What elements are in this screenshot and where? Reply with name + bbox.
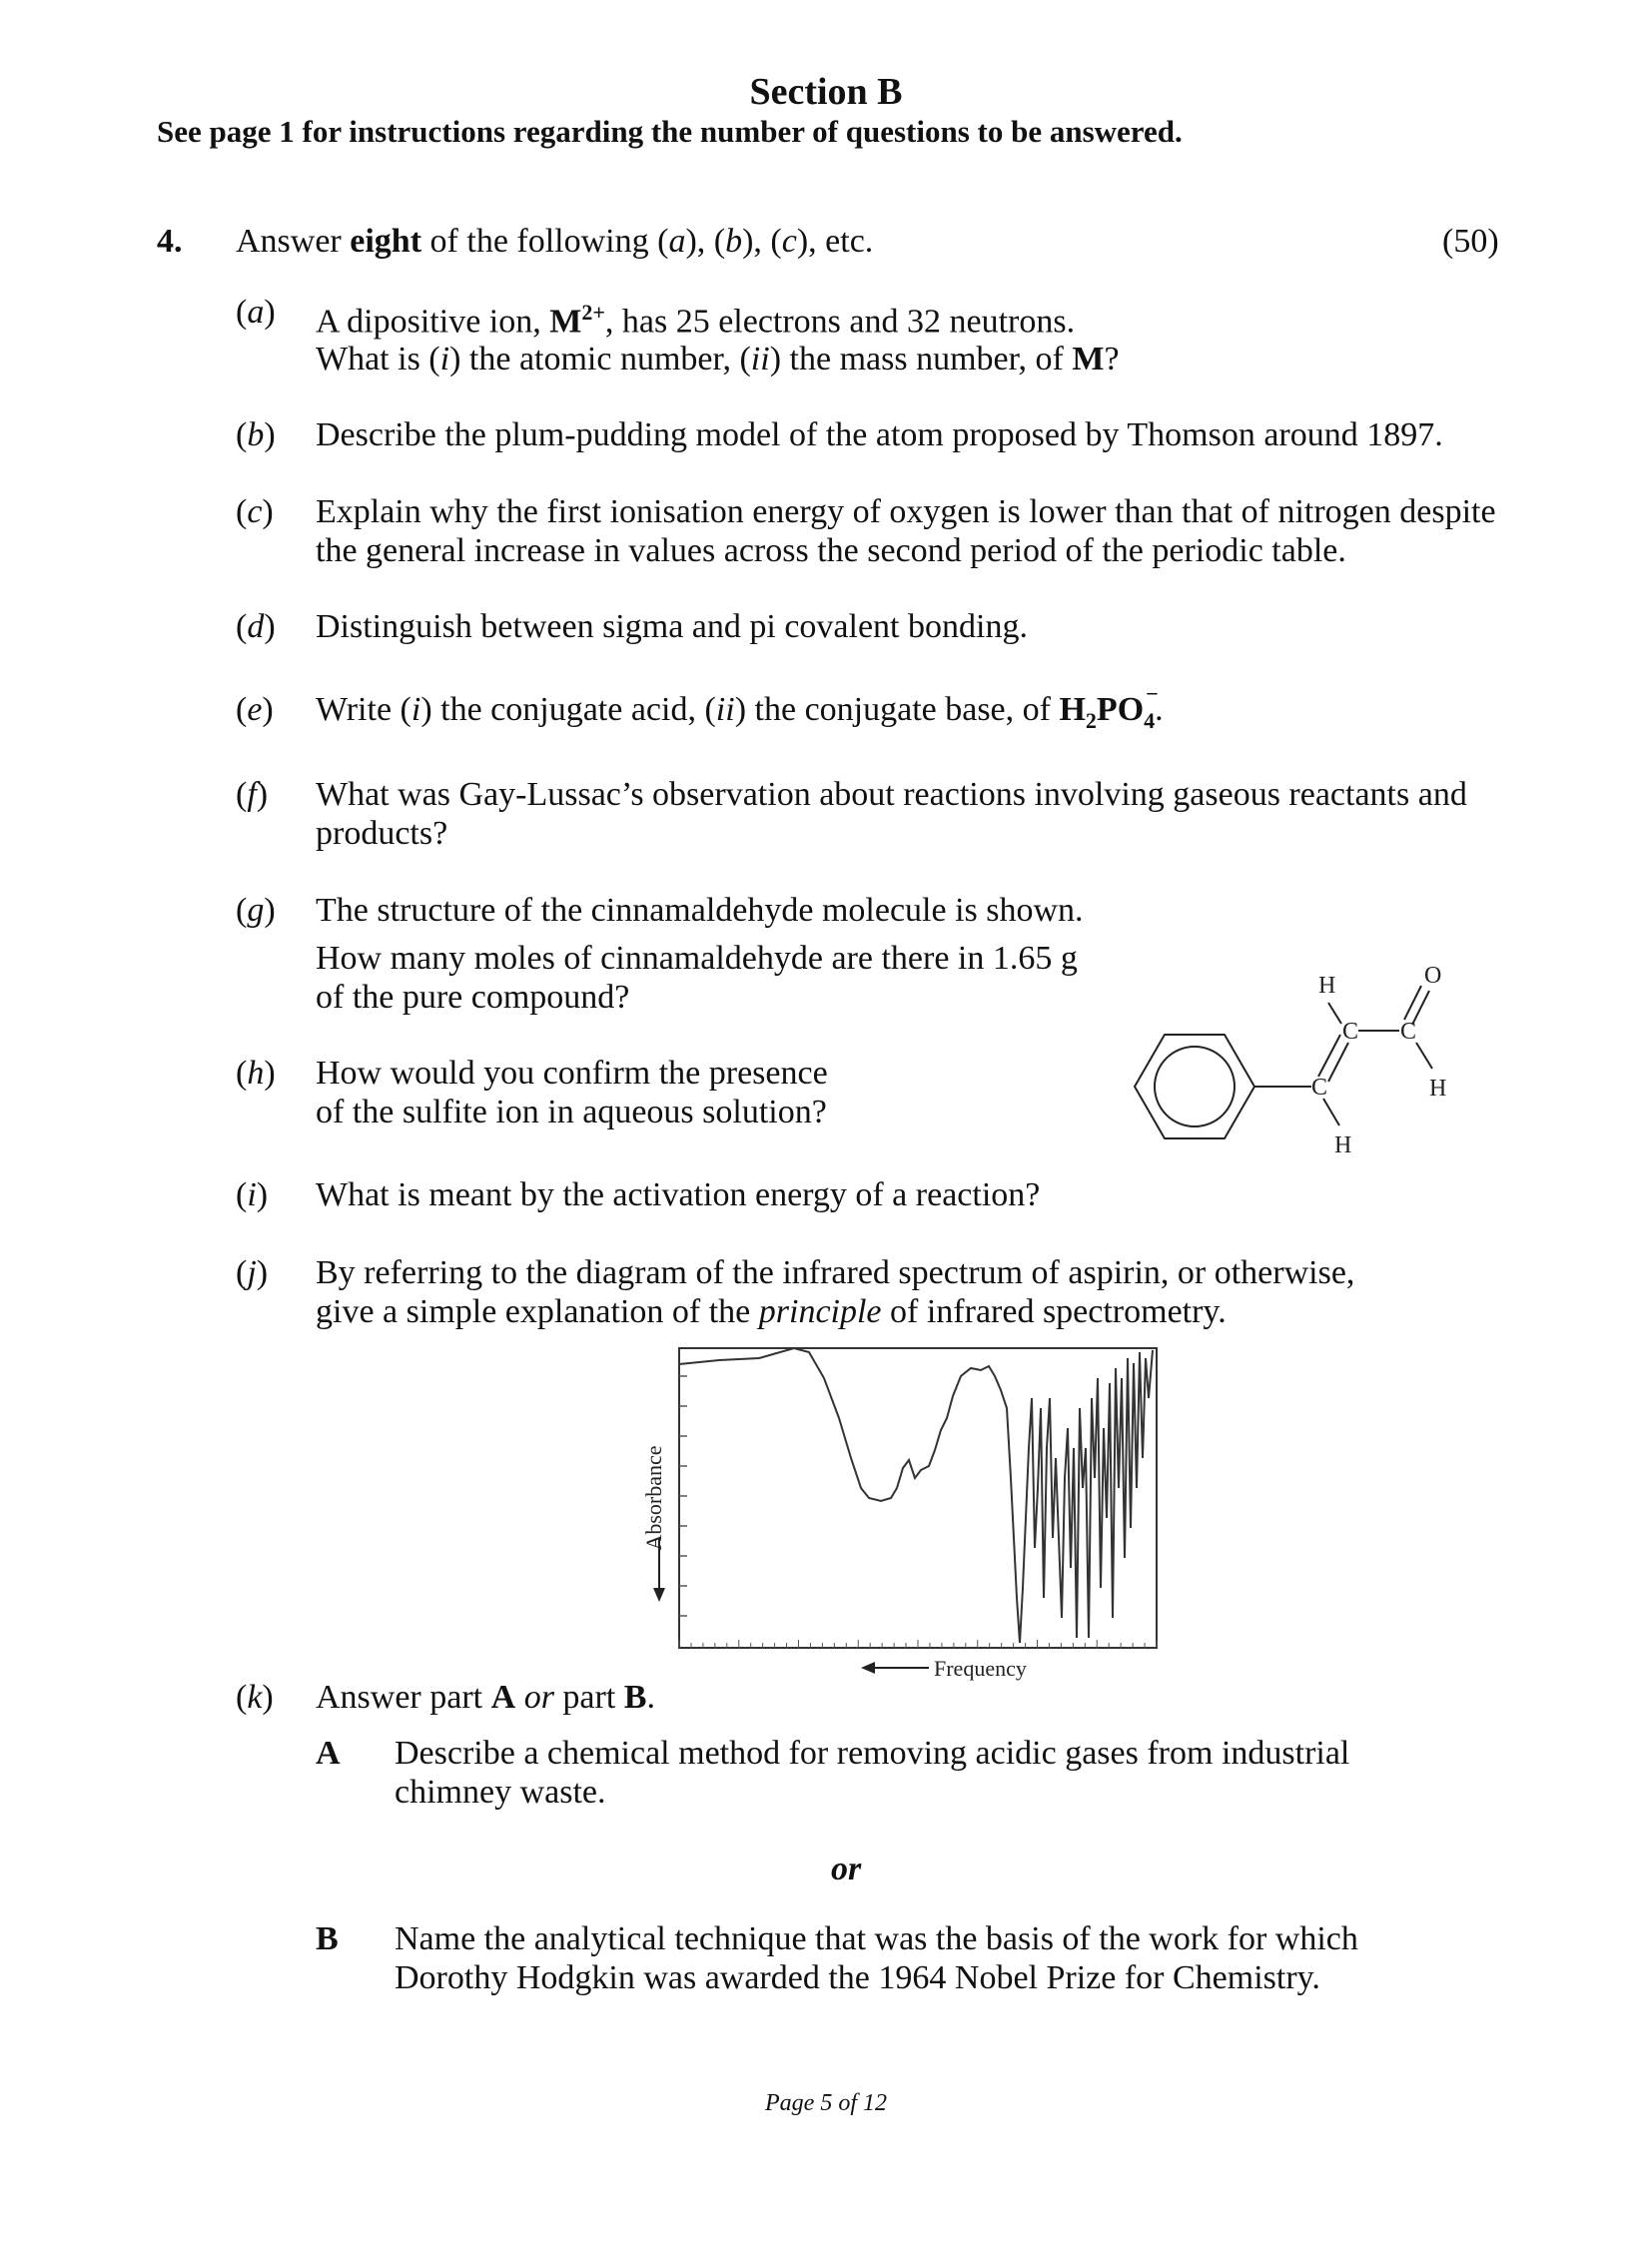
or-separator: or	[831, 1851, 862, 1887]
part-h-line1: How would you confirm the presence	[316, 1055, 828, 1092]
part-label-i: (i)	[236, 1176, 269, 1213]
option-b-line1: Name the analytical technique that was the basis of the work for which	[395, 1920, 1358, 1957]
bond-h-bottom	[1323, 1099, 1339, 1125]
part-c-line2: the general increase in values across the second period of the periodic table.	[316, 532, 1346, 569]
part-label-g: (g)	[236, 892, 276, 929]
spectrum-trace	[679, 1348, 1153, 1643]
page-number: Page 5 of 12	[765, 2090, 887, 2116]
bond-double-b	[1328, 1043, 1348, 1082]
question-marks: (50)	[1442, 223, 1499, 260]
cinnamaldehyde-structure	[1119, 949, 1498, 1168]
option-a-label: A	[316, 1735, 341, 1772]
part-f-line1: What was Gay-Lussac’s observation about reactions involving gaseous reactants and	[316, 776, 1467, 813]
part-a-line2: What is (i) the atomic number, (ii) the mass number, of M?	[316, 341, 1120, 377]
part-c-line1: Explain why the first ionisation energy of oxygen is lower than that of nitrogen despite	[316, 493, 1496, 530]
benzene-aromatic-circle	[1155, 1047, 1235, 1126]
spectrum-x-label: Frequency	[934, 1656, 1027, 1681]
question-intro: Answer eight of the following (a), (b), (c), etc.	[236, 223, 874, 260]
atom-h-bottom: H	[1334, 1132, 1352, 1158]
part-g-line2: How many moles of cinnamaldehyde are there in 1.65 g	[316, 940, 1078, 977]
part-label-k: (k)	[236, 1679, 274, 1716]
x-arrow-head	[861, 1662, 875, 1674]
section-title: Section B	[749, 71, 903, 113]
ir-spectrum	[629, 1338, 1169, 1688]
part-j-line2: give a simple explanation of the principle of infrared spectrometry.	[316, 1293, 1227, 1330]
part-h-line2: of the sulfite ion in aqueous solution?	[316, 1094, 827, 1130]
x-ticks	[679, 1640, 1157, 1648]
atom-o: O	[1424, 963, 1442, 989]
part-label-e: (e)	[236, 691, 274, 728]
formula-h2po4: $H_2PO_4$ −	[1059, 681, 1159, 733]
bond-double-a	[1318, 1035, 1340, 1077]
y-ticks	[679, 1376, 687, 1616]
atom-h-top: H	[1318, 973, 1336, 999]
spectrum-y-label: Absorbance	[641, 1445, 666, 1551]
question-number: 4.	[157, 223, 183, 260]
part-g-line1: The structure of the cinnamaldehyde molecule is shown.	[316, 892, 1084, 929]
part-e-text: Write (i) the conjugate acid, (ii) the conjugate base, of $H_2PO_4$ − .	[316, 681, 1164, 733]
part-label-f: (f)	[236, 776, 269, 813]
part-i-text: What is meant by the activation energy of a reaction?	[316, 1176, 1041, 1213]
option-a-line2: chimney waste.	[395, 1774, 606, 1811]
atom-c-middle: C	[1342, 1019, 1359, 1045]
part-k-instruction: Answer part A or part B.	[316, 1679, 655, 1716]
part-b-text: Describe the plum-pudding model of the atom proposed by Thomson around 1897.	[316, 416, 1443, 453]
atom-h-aldehyde: H	[1429, 1076, 1447, 1102]
option-b-label: B	[316, 1920, 339, 1957]
part-label-b: (b)	[236, 416, 276, 453]
part-g-line3: of the pure compound?	[316, 979, 630, 1016]
atom-c-lower: C	[1311, 1075, 1328, 1101]
benzene-ring	[1135, 1035, 1254, 1138]
part-label-j: (j)	[236, 1254, 269, 1291]
part-j-line1: By referring to the diagram of the infrared spectrum of aspirin, or otherwise,	[316, 1254, 1355, 1291]
y-arrow-head	[653, 1588, 665, 1602]
bond-h-aldehyde	[1416, 1043, 1432, 1069]
part-label-a: (a)	[236, 294, 276, 331]
part-a-line1: A dipositive ion, $M^{2+}$, has 25 electrons and 32 neutrons.	[316, 300, 1076, 341]
spectrum-frame	[679, 1348, 1157, 1648]
part-f-line2: products?	[316, 815, 448, 852]
atom-c-aldehyde: C	[1400, 1019, 1417, 1045]
bond-co-a	[1404, 986, 1421, 1020]
part-label-c: (c)	[236, 493, 274, 530]
part-label-d: (d)	[236, 608, 276, 645]
option-a-line1: Describe a chemical method for removing acidic gases from industrial	[395, 1735, 1350, 1772]
part-d-text: Distinguish between sigma and pi covalent bonding.	[316, 608, 1028, 645]
bond-h-top	[1328, 1003, 1341, 1024]
part-label-h: (h)	[236, 1055, 276, 1092]
section-subtitle: See page 1 for instructions regarding the number of questions to be answered.	[157, 114, 1183, 149]
option-b-line2: Dorothy Hodgkin was awarded the 1964 Nobel Prize for Chemistry.	[395, 1959, 1320, 1996]
